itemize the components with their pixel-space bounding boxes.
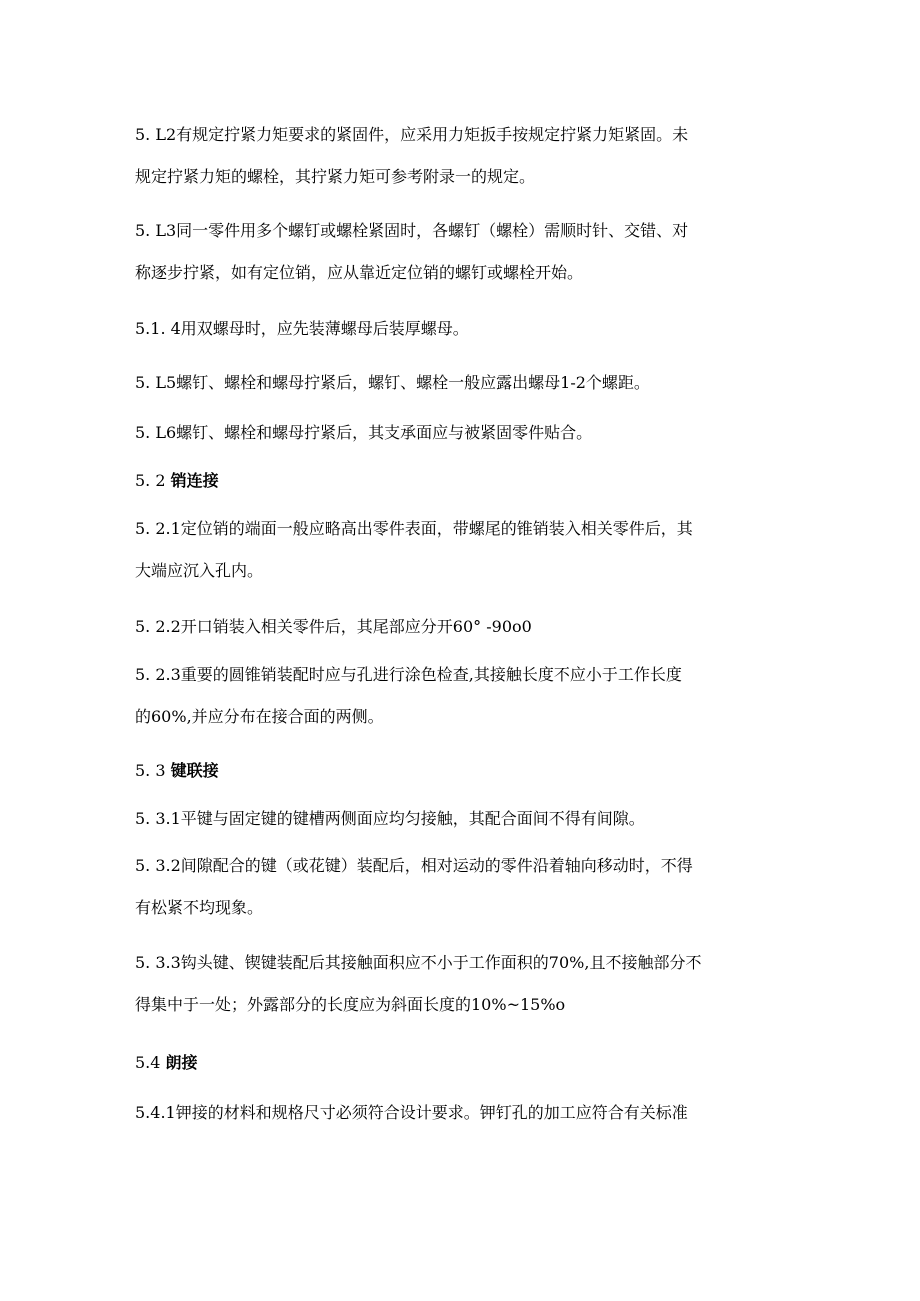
text-line: 的60%,并应分布在接合面的两侧。 bbox=[135, 707, 384, 726]
section-heading-pin-connection bbox=[135, 460, 795, 502]
paragraph-5-2-1 bbox=[135, 508, 795, 592]
paragraph-5-3-3 bbox=[135, 942, 795, 1026]
text-line: 5.1. 4用双螺母时，应先装薄螺母后装厚螺母。 bbox=[135, 319, 469, 338]
text-line: 5. L5螺钉、螺栓和螺母拧紧后，螺钉、螺栓一般应露出螺母1-2个螺距。 bbox=[135, 373, 650, 392]
text-line: 5. 2.2开口销装入相关零件后，其尾部应分开60° -90o0 bbox=[135, 617, 532, 636]
paragraph-5-1-3 bbox=[135, 210, 795, 294]
text-line: 得集中于一处；外露部分的长度应为斜面长度的10%~15%o bbox=[135, 995, 566, 1014]
paragraph-5-3-1 bbox=[135, 798, 795, 840]
paragraph-5-2-2 bbox=[135, 606, 795, 648]
text-line: 5. 3.2间隙配合的键（或花键）装配后，相对运动的零件沿着轴向移动时，不得 bbox=[135, 856, 693, 875]
paragraph-5-1-5 bbox=[135, 362, 795, 404]
text-line: 大端应沉入孔内。 bbox=[135, 561, 264, 580]
section-heading-riveting bbox=[135, 1042, 795, 1084]
paragraph-5-1-2 bbox=[135, 114, 795, 198]
text-line: 规定拧紧力矩的螺栓，其拧紧力矩可参考附录一的规定。 bbox=[135, 167, 536, 186]
paragraph-5-1-4 bbox=[135, 308, 795, 350]
text-line: 5. L2有规定拧紧力矩要求的紧固件，应采用力矩扳手按规定拧紧力矩紧固。未 bbox=[135, 125, 689, 144]
paragraph-5-3-2 bbox=[135, 845, 795, 929]
text-line: 5.4.1钾接的材料和规格尺寸必须符合设计要求。钾钉孔的加工应符合有关标准 bbox=[135, 1103, 688, 1122]
section-title: 朗接 bbox=[165, 1053, 198, 1072]
paragraph-5-1-6 bbox=[135, 412, 795, 454]
section-number: 5.4 bbox=[135, 1053, 161, 1072]
text-line: 称逐步拧紧，如有定位销，应从靠近定位销的螺钉或螺栓开始。 bbox=[135, 263, 584, 282]
section-heading-key-connection bbox=[135, 750, 795, 792]
section-number: 5. 2 bbox=[135, 471, 166, 490]
paragraph-5-2-3 bbox=[135, 654, 795, 738]
text-line: 5. L6螺钉、螺栓和螺母拧紧后，其支承面应与被紧固零件贴合。 bbox=[135, 423, 593, 442]
text-line: 5. 3.3钩头键、锲键装配后其接触面积应不小于工作面积的70%,且不接触部分不 bbox=[135, 953, 702, 972]
paragraph-5-4-1 bbox=[135, 1092, 795, 1134]
section-title: 键联接 bbox=[170, 761, 219, 780]
text-line: 5. 2.1定位销的端面一般应略高出零件表面，带螺尾的锥销装入相关零件后，其 bbox=[135, 519, 693, 538]
text-line: 5. 2.3重要的圆锥销装配时应与孔进行涂色检查,其接触长度不应小于工作长度 bbox=[135, 665, 682, 684]
text-line: 5. L3同一零件用多个螺钉或螺栓紧固时，各螺钉（螺栓）需顺时针、交错、对 bbox=[135, 221, 689, 240]
text-line: 5. 3.1平键与固定键的键槽两侧面应均匀接触，其配合面间不得有间隙。 bbox=[135, 809, 645, 828]
section-number: 5. 3 bbox=[135, 761, 166, 780]
text-line: 有松紧不均现象。 bbox=[135, 898, 264, 917]
section-title: 销连接 bbox=[170, 471, 219, 490]
